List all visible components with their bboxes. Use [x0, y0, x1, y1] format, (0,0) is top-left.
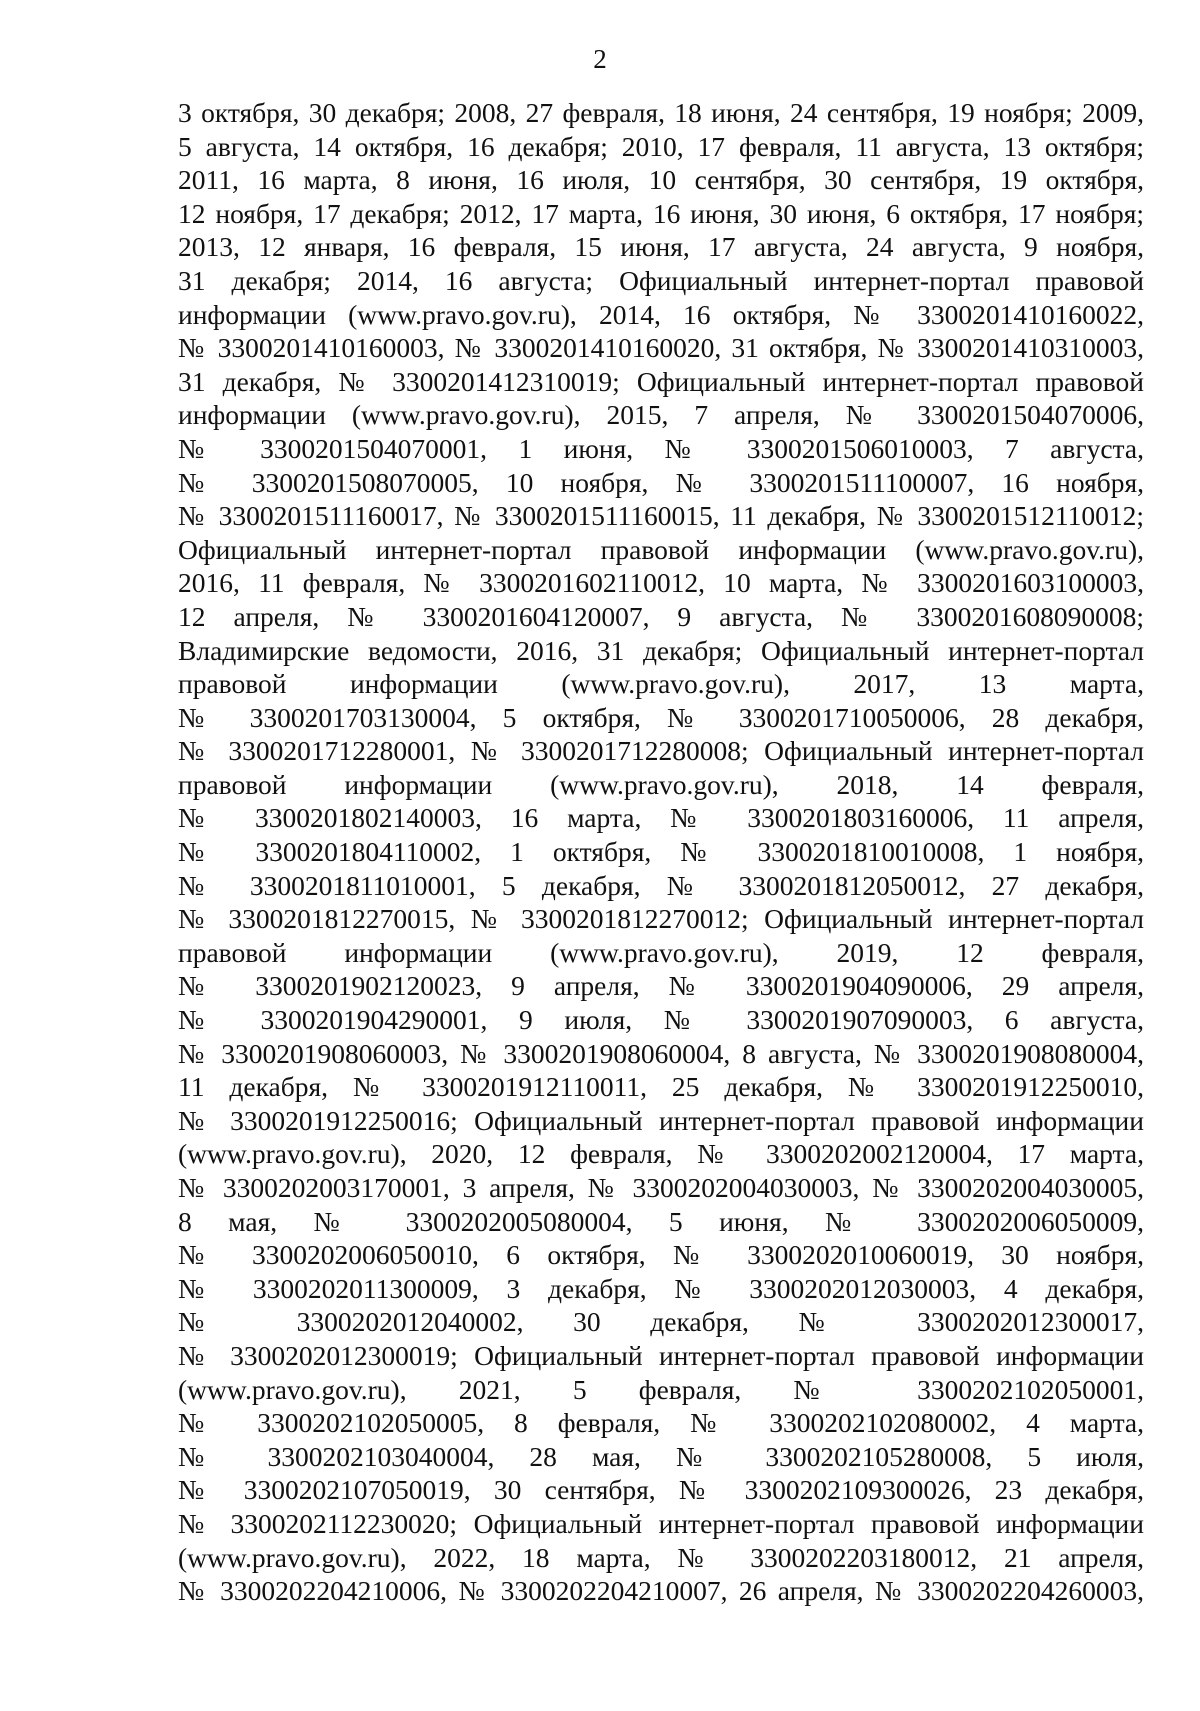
text-line: информации (www.pravo.gov.ru), 2015, 7 апреля, № 3300201504070006, [178, 399, 1144, 431]
text-line: Официальный интернет-портал правовой информации (www.pravo.gov.ru), [178, 533, 1144, 565]
text-line: 11 декабря, № 3300201912110011, 25 декабря, № 3300201912250010, [178, 1071, 1144, 1103]
text-line: № 3300201811010001, 5 декабря, № 3300201812050012, 27 декабря, [178, 869, 1144, 901]
text-line: № 3300201511160017, № 3300201511160015, 11 декабря, № 3300201512110012; [178, 500, 1144, 532]
text-line: № 3300201812270015, № 3300201812270012; Официальный интернет-портал [178, 903, 1144, 935]
text-line: 3 октября, 30 декабря; 2008, 27 февраля, 18 июня, 24 сентября, 19 ноября; 2009, [178, 97, 1144, 128]
text-line: № 3300202103040004, 28 мая, № 3300202105280008, 5 июля, [178, 1440, 1144, 1472]
text-line: № 3300201802140003, 16 марта, № 3300201803160006, 11 апреля, [178, 802, 1144, 834]
text-line: (www.pravo.gov.ru), 2022, 18 марта, № 3300202203180012, 21 апреля, [178, 1541, 1144, 1573]
text-line: 2013, 12 января, 16 февраля, 15 июня, 17 августа, 24 августа, 9 ноября, [178, 231, 1144, 263]
text-line: (www.pravo.gov.ru), 2020, 12 февраля, № 3300202002120004, 17 марта, [178, 1138, 1144, 1170]
text-line: 12 апреля, № 3300201604120007, 9 августа, № 3300201608090008; [178, 600, 1144, 632]
text-line: № 3300202012040002, 30 декабря, № 3300202012300017, [178, 1306, 1144, 1338]
body-text [178, 96, 1144, 1608]
text-line: № 3300201508070005, 10 ноября, № 3300201511100007, 16 ноября, [178, 466, 1144, 498]
text-line: № 3300201912250016; Официальный интернет-портал правовой информации [178, 1104, 1144, 1136]
text-line: № 3300201712280001, № 3300201712280008; Официальный интернет-портал [178, 735, 1144, 767]
text-line: (www.pravo.gov.ru), 2021, 5 февраля, № 3300202102050001, [178, 1373, 1144, 1405]
text-line: № 3300202006050010, 6 октября, № 3300202010060019, 30 ноября, [178, 1239, 1144, 1271]
text-line: № 3300202003170001, 3 апреля, № 3300202004030003, № 3300202004030005, [178, 1172, 1144, 1203]
text-line: правовой информации (www.pravo.gov.ru), 2018, 14 февраля, [178, 768, 1144, 800]
text-line: № 3300202204210006, № 3300202204210007, 26 апреля, № 3300202204260003, [178, 1575, 1144, 1607]
text-line: 5 августа, 14 октября, 16 декабря; 2010, 17 февраля, 11 августа, 13 октября; [178, 130, 1144, 162]
text-line: 2016, 11 февраля, № 3300201602110012, 10 марта, № 3300201603100003, [178, 567, 1144, 599]
text-line: № 3300202012300019; Официальный интернет-портал правовой информации [178, 1339, 1144, 1371]
text-line: № 3300201908060003, № 3300201908060004, 8 августа, № 3300201908080004, [178, 1037, 1144, 1069]
text-line: № 3300202102050005, 8 февраля, № 3300202102080002, 4 марта, [178, 1407, 1144, 1439]
text-line: № 3300201410160003, № 3300201410160020, 31 октября, № 3300201410310003, [178, 332, 1144, 364]
text-line: 31 декабря; 2014, 16 августа; Официальный интернет-портал правовой [178, 264, 1144, 296]
text-line: № 3300202011300009, 3 декабря, № 3300202012030003, 4 декабря, [178, 1272, 1144, 1304]
text-line: 2011, 16 марта, 8 июня, 16 июля, 10 сентября, 30 сентября, 19 октября, [178, 164, 1144, 196]
text-line: Владимирские ведомости, 2016, 31 декабря; Официальный интернет-портал [178, 634, 1144, 666]
text-line: № 3300201703130004, 5 октября, № 3300201710050006, 28 декабря, [178, 701, 1144, 733]
text-line: № 3300202112230020; Официальный интернет-портал правовой информации [178, 1507, 1144, 1539]
text-line: 8 мая, № 3300202005080004, 5 июня, № 3300202006050009, [178, 1205, 1144, 1237]
text-line: № 3300201902120023, 9 апреля, № 3300201904090006, 29 апреля, [178, 970, 1144, 1002]
text-line: 12 ноября, 17 декабря; 2012, 17 марта, 16 июня, 30 июня, 6 октября, 17 ноября; [178, 197, 1144, 229]
text-line: № 3300201504070001, 1 июня, № 3300201506010003, 7 августа, [178, 432, 1144, 464]
text-line: правовой информации (www.pravo.gov.ru), 2017, 13 марта, [178, 668, 1144, 700]
text-line: № 3300201804110002, 1 октября, № 3300201810010008, 1 ноября, [178, 836, 1144, 868]
text-line: правовой информации (www.pravo.gov.ru), 2019, 12 февраля, [178, 936, 1144, 968]
text-line: информации (www.pravo.gov.ru), 2014, 16 октября, № 3300201410160022, [178, 298, 1144, 330]
text-line: № 3300202107050019, 30 сентября, № 3300202109300026, 23 декабря, [178, 1474, 1144, 1506]
text-line: № 3300201904290001, 9 июля, № 3300201907090003, 6 августа, [178, 1004, 1144, 1036]
text-line: 31 декабря, № 3300201412310019; Официальный интернет-портал правовой [178, 365, 1144, 397]
page-number: 2 [593, 44, 607, 74]
